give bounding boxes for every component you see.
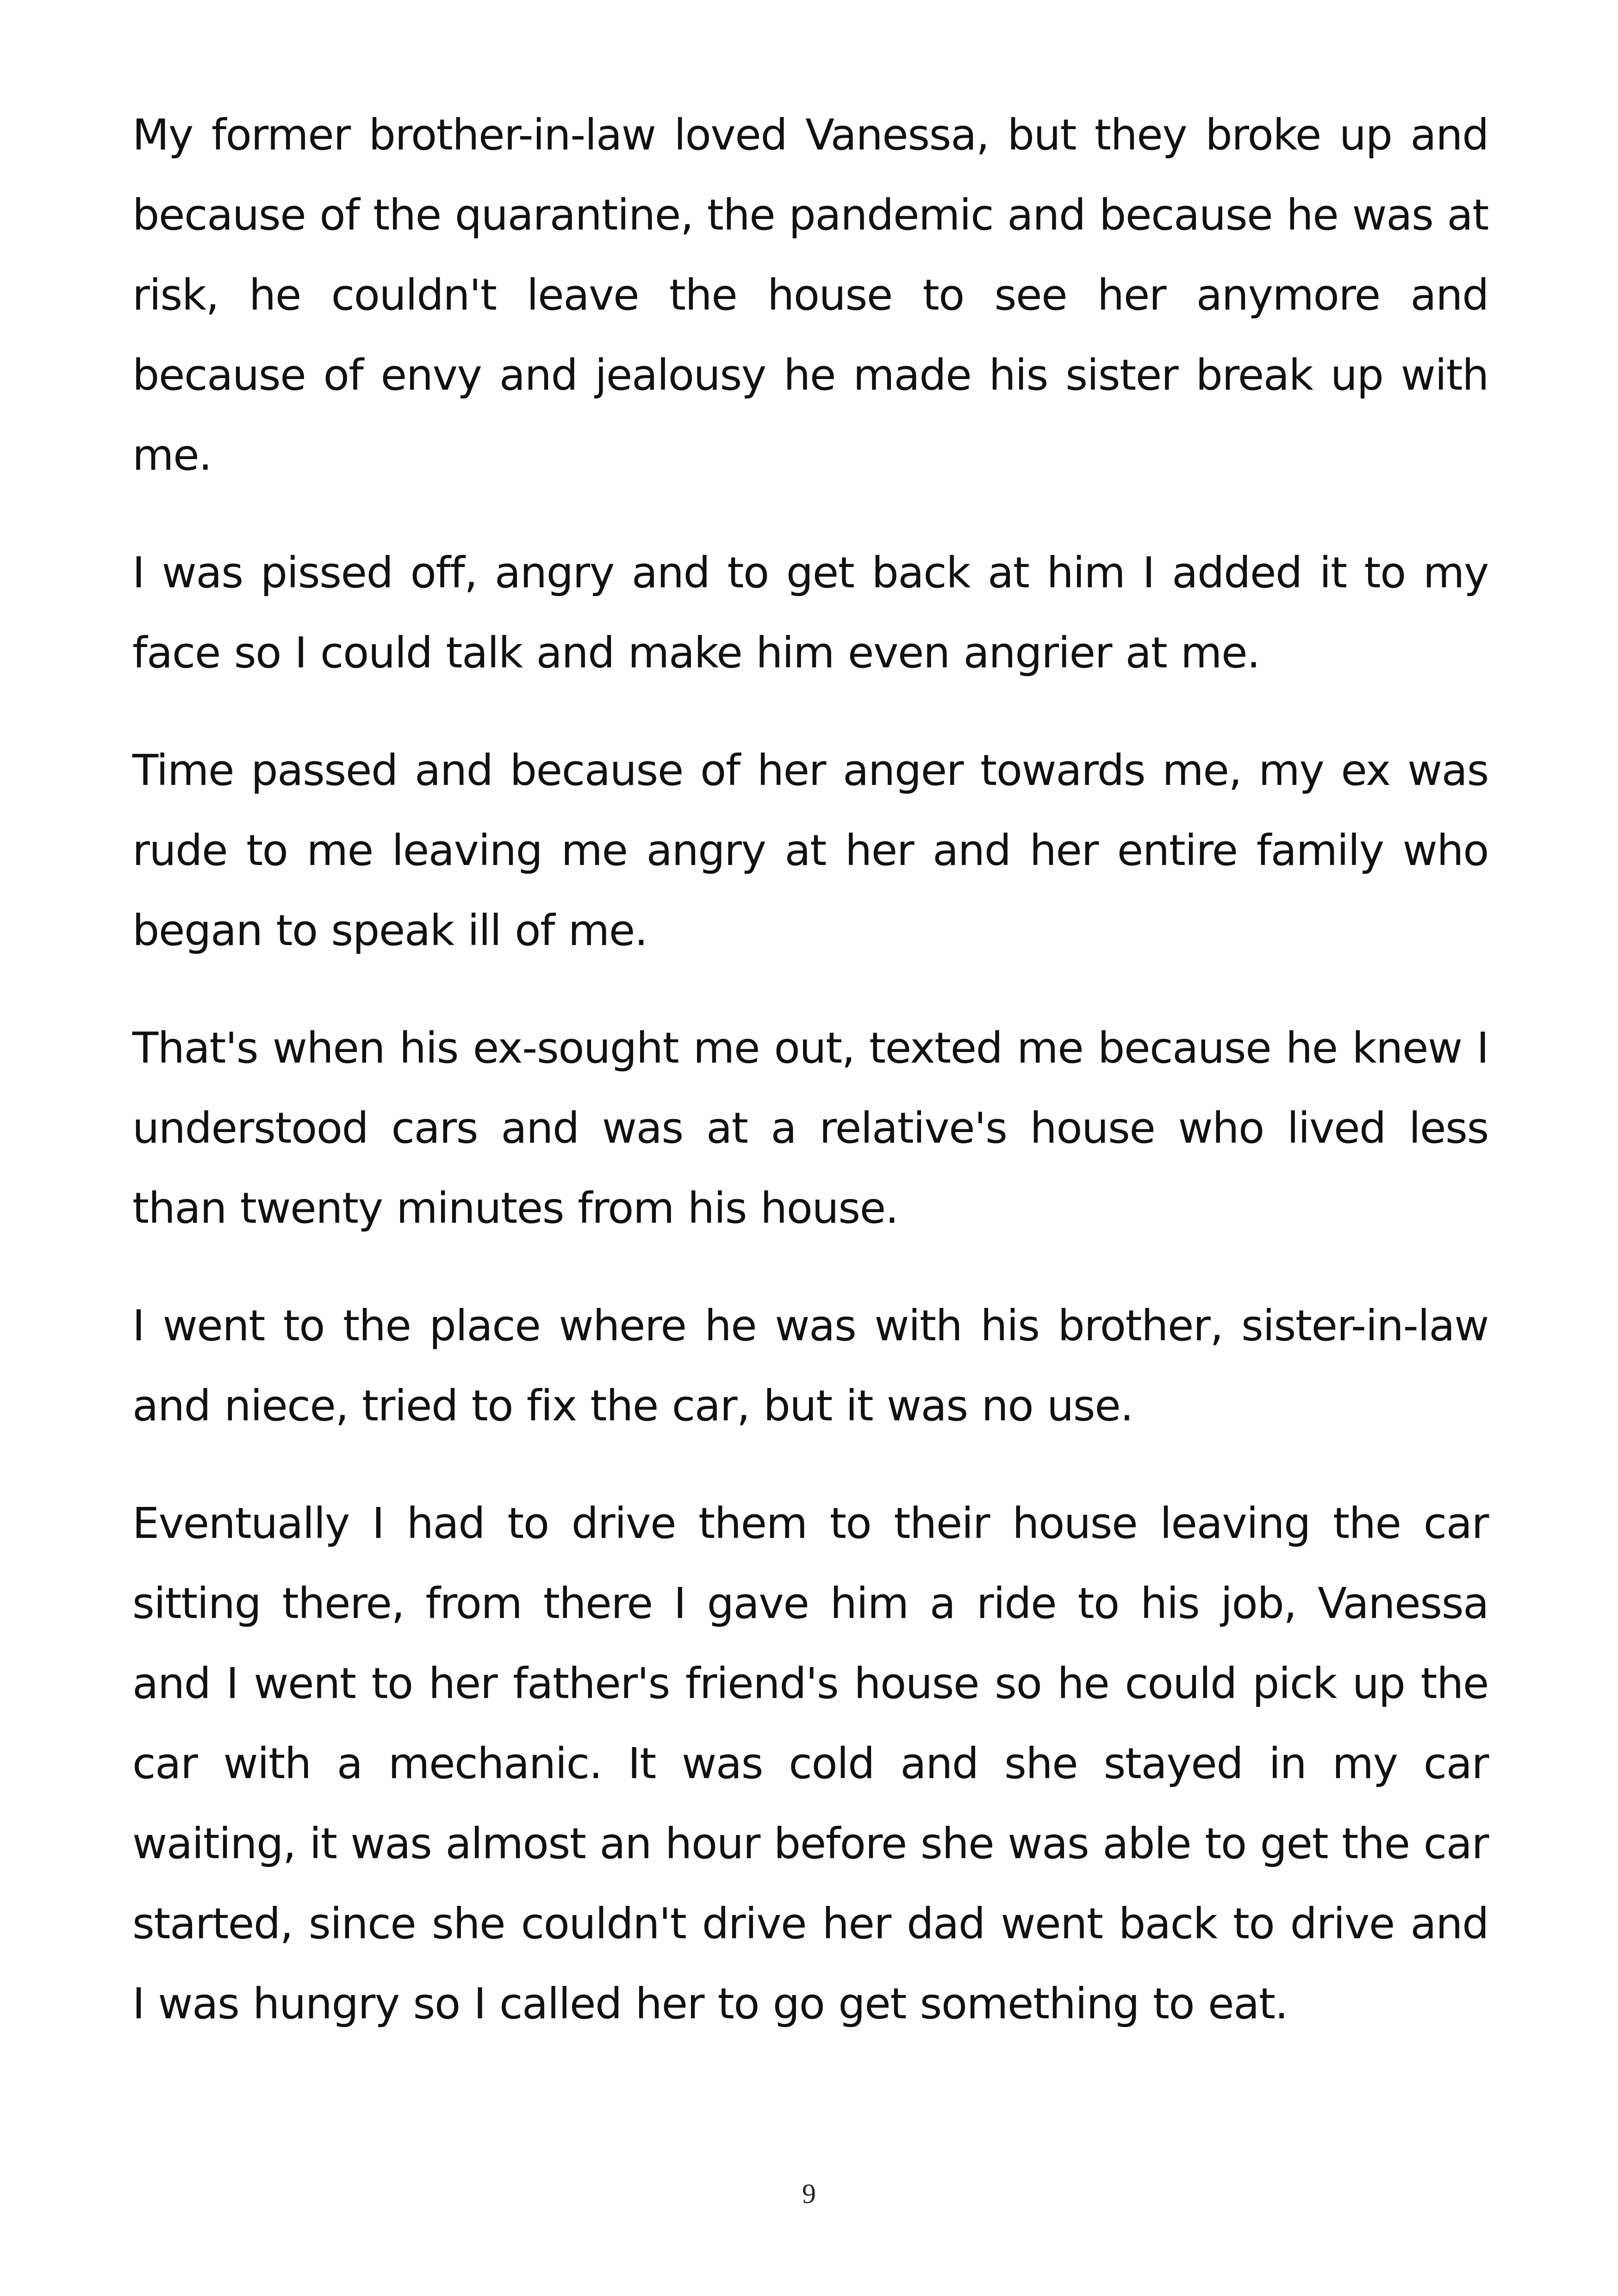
paragraph-5: I went to the place where he was with his brother, sister-in-law and niece, tried to fix the car, but it was no use.	[132, 1301, 1488, 1431]
paragraph-1: My former brother-in-law loved Vanessa, but they broke up and because of the quarantine, the pandemic and because he was at risk, he couldn't leave the house to see her anymore and because of envy and jealousy he made his sister break up with me.	[132, 110, 1488, 480]
paragraph-3: Time passed and because of her anger towards me, my ex was rude to me leaving me angry at her and her entire family who began to speak ill of me.	[132, 746, 1488, 955]
paragraph-6: Eventually I had to drive them to their house leaving the car sitting there, from there I gave him a ride to his job, Vanessa and I went to her father's friend's house so he could pick up the car with a mechanic. It was cold and she stayed in my car waiting, it was almost an hour before she was able to get the car started, since she couldn't drive her dad went back to drive and I was hungry so I called her to go get something to eat.	[132, 1499, 1488, 2028]
paragraph-2: I was pissed off, angry and to get back at him I added it to my face so I could talk and make him even angrier at me.	[132, 548, 1488, 678]
page-number: 9	[802, 2178, 816, 2209]
body-text	[132, 95, 1488, 2044]
paragraph-4: That's when his ex-sought me out, texted me because he knew I understood cars and was at a relative's house who lived less than twenty minutes from his house.	[132, 1023, 1488, 1233]
